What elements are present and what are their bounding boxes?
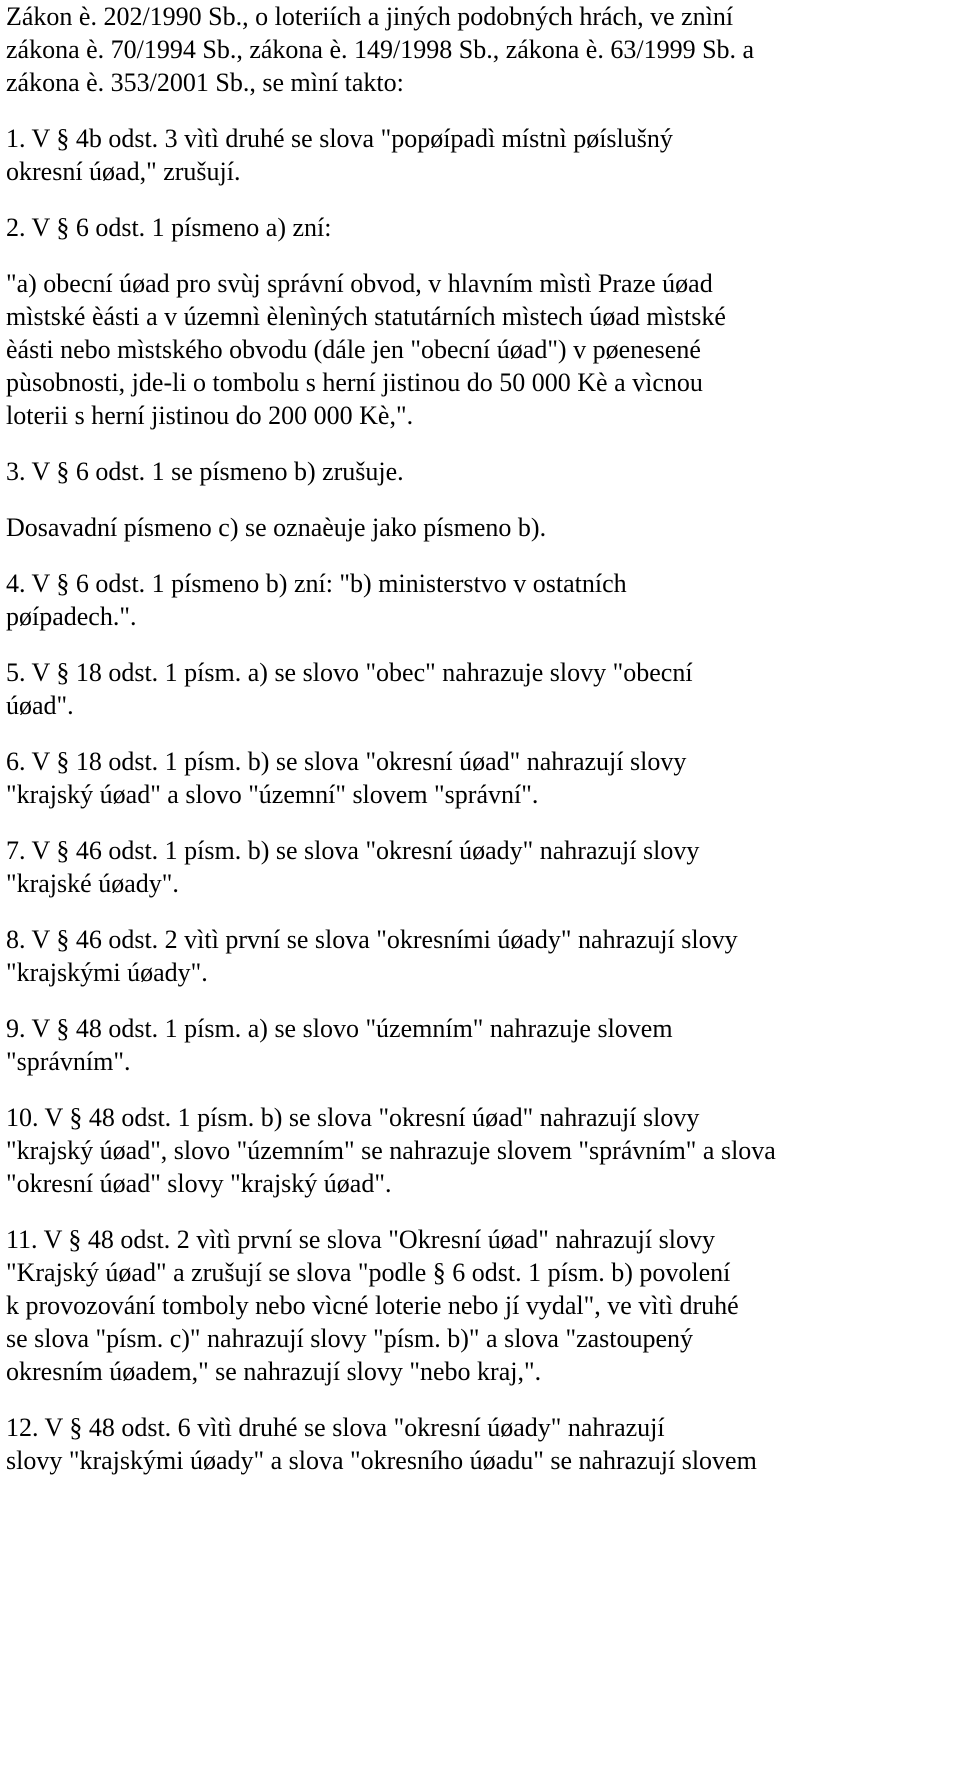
text-line: Zákon è. 202/1990 Sb., o loteriích a jiných podobných hrách, ve znìní xyxy=(6,2,734,31)
paragraph-item-4 xyxy=(6,567,954,633)
text-line: 8. V § 46 odst. 2 vìtì první se slova "okresními úøady" nahrazují slovy xyxy=(6,925,738,954)
paragraph-item-5 xyxy=(6,656,954,722)
paragraph-item-8 xyxy=(6,923,954,989)
text-line: pùsobnosti, jde-li o tombolu s herní jistinou do 50 000 Kè a vìcnou xyxy=(6,368,703,397)
text-line: 6. V § 18 odst. 1 písm. b) se slova "okresní úøad" nahrazují slovy xyxy=(6,747,687,776)
text-line: "okresní úøad" slovy "krajský úøad". xyxy=(6,1169,392,1198)
text-line: 7. V § 46 odst. 1 písm. b) se slova "okresní úøady" nahrazují slovy xyxy=(6,836,700,865)
paragraph-intro xyxy=(6,0,954,99)
text-line: "krajské úøady". xyxy=(6,869,179,898)
text-line: pøípadech.". xyxy=(6,602,137,631)
text-line: "krajský úøad" a slovo "územní" slovem "správní". xyxy=(6,780,539,809)
text-line: Dosavadní písmeno c) se oznaèuje jako písmeno b). xyxy=(6,513,547,542)
text-line: "správním". xyxy=(6,1047,131,1076)
text-line: "krajský úøad", slovo "územním" se nahrazuje slovem "správním" a slova xyxy=(6,1136,776,1165)
text-line: 12. V § 48 odst. 6 vìtì druhé se slova "okresní úøady" nahrazují xyxy=(6,1413,665,1442)
text-line: "a) obecní úøad pro svùj správní obvod, v hlavním mìstì Praze úøad xyxy=(6,269,713,298)
text-line: se slova "písm. c)" nahrazují slovy "písm. b)" a slova "zastoupený xyxy=(6,1324,694,1353)
text-line: okresním úøadem," se nahrazují slovy "nebo kraj,". xyxy=(6,1357,542,1386)
text-line: "Krajský úøad" a zrušují se slova "podle § 6 odst. 1 písm. b) povolení xyxy=(6,1258,731,1287)
text-line: zákona è. 353/2001 Sb., se mìní takto: xyxy=(6,68,404,97)
text-line: úøad". xyxy=(6,691,74,720)
text-line: 3. V § 6 odst. 1 se písmeno b) zrušuje. xyxy=(6,457,404,486)
text-line: 10. V § 48 odst. 1 písm. b) se slova "okresní úøad" nahrazují slovy xyxy=(6,1103,700,1132)
text-line: 5. V § 18 odst. 1 písm. a) se slovo "obec" nahrazuje slovy "obecní xyxy=(6,658,693,687)
text-line: 1. V § 4b odst. 3 vìtì druhé se slova "popøípadì místnì pøíslušný xyxy=(6,124,673,153)
paragraph-item-3 xyxy=(6,455,954,488)
paragraph-item-6 xyxy=(6,745,954,811)
text-line: "krajskými úøady". xyxy=(6,958,208,987)
text-line: 4. V § 6 odst. 1 písmeno b) zní: "b) ministerstvo v ostatních xyxy=(6,569,627,598)
text-line: slovy "krajskými úøady" a slova "okresního úøadu" se nahrazují slovem xyxy=(6,1446,757,1475)
text-line: mìstské èásti a v územnì èlenìných statutárních mìstech úøad mìstské xyxy=(6,302,726,331)
text-line: 2. V § 6 odst. 1 písmeno a) zní: xyxy=(6,213,332,242)
paragraph-item-7 xyxy=(6,834,954,900)
paragraph-item-3-note xyxy=(6,511,954,544)
text-line: èásti nebo mìstského obvodu (dále jen "obecní úøad") v pøenesené xyxy=(6,335,701,364)
paragraph-item-10 xyxy=(6,1101,954,1200)
text-line: okresní úøad," zrušují. xyxy=(6,157,241,186)
paragraph-item-1 xyxy=(6,122,954,188)
text-line: k provozování tomboly nebo vìcné loterie nebo jí vydal", ve vìtì druhé xyxy=(6,1291,739,1320)
text-line: 9. V § 48 odst. 1 písm. a) se slovo "územním" nahrazuje slovem xyxy=(6,1014,673,1043)
paragraph-item-12 xyxy=(6,1411,954,1477)
text-line: 11. V § 48 odst. 2 vìtì první se slova "Okresní úøad" nahrazují slovy xyxy=(6,1225,715,1254)
paragraph-item-9 xyxy=(6,1012,954,1078)
text-line: zákona è. 70/1994 Sb., zákona è. 149/1998 Sb., zákona è. 63/1999 Sb. a xyxy=(6,35,755,64)
text-line: loterii s herní jistinou do 200 000 Kè,". xyxy=(6,401,414,430)
paragraph-item-11 xyxy=(6,1223,954,1388)
paragraph-item-2 xyxy=(6,211,954,244)
paragraph-item-2-quote xyxy=(6,267,954,432)
